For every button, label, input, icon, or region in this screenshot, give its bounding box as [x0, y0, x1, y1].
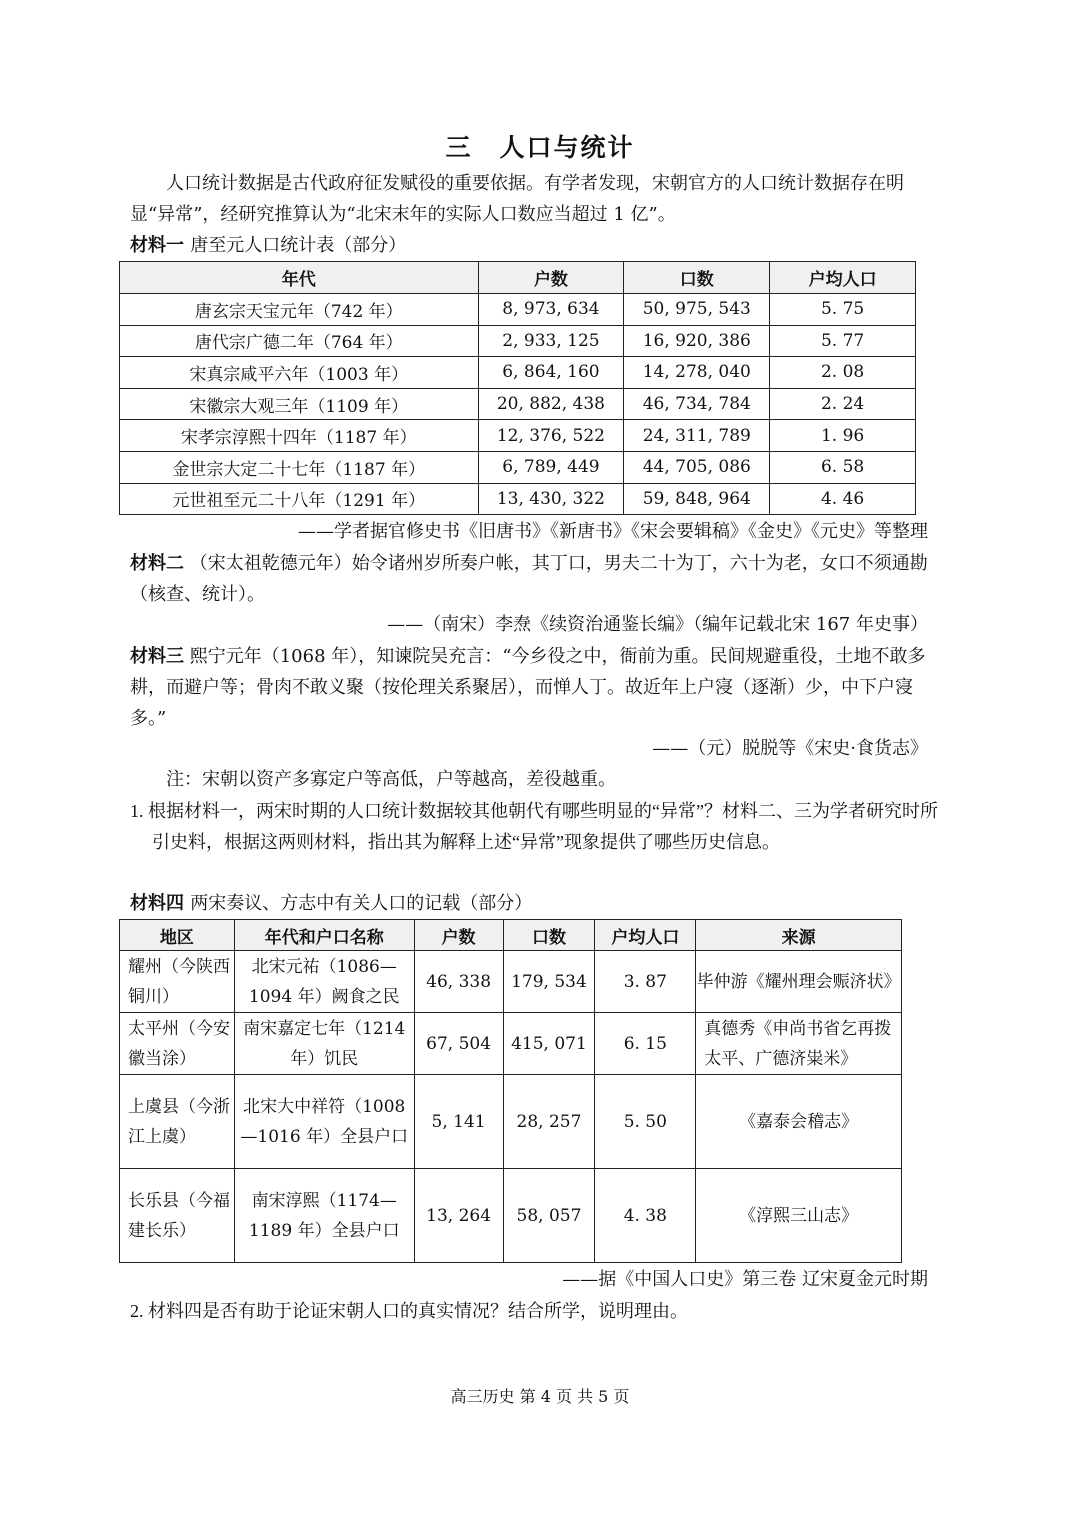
column-header: 户均人口 [595, 920, 696, 951]
material1-heading [130, 231, 406, 257]
table-row [120, 1075, 902, 1169]
table-cell: 6, 864, 160 [478, 357, 624, 389]
column-header: 年代 [120, 262, 479, 294]
table-cell: 耀州（今陕西铜川） [120, 951, 235, 1013]
table-cell: 28, 257 [503, 1075, 595, 1169]
material2-source: ——（南宋）李焘《续资治通鉴长编》（编年记载北宋 167 年史事） [387, 614, 928, 635]
table-row [120, 1169, 902, 1263]
material2-block [130, 548, 930, 610]
table-cell: 长乐县（今福建长乐） [120, 1169, 235, 1263]
material3-note: 注：宋朝以资产多寡定户等高低，户等越高，差役越重。 [166, 769, 616, 790]
table-cell: 宋徽宗大观三年（1109 年） [120, 388, 479, 420]
section-title: 三 人口与统计 [445, 133, 635, 162]
table-cell: 北宋大中祥符（1008—1016 年）全县户口 [234, 1075, 414, 1169]
table-cell: 20, 882, 438 [478, 388, 624, 420]
table-cell: 8, 973, 634 [478, 294, 624, 326]
material2-text: （宋太祖乾德元年）始令诸州岁所奏户帐，其丁口，男夫二十为丁，六十为老，女口不须通勘（核查、统计）。 [130, 553, 928, 605]
table-header-row [120, 262, 916, 294]
table-cell: 毕仲游《耀州理会赈济状》 [696, 951, 902, 1013]
table-row [120, 451, 916, 483]
material3-block [130, 641, 930, 734]
question-1: 1. 根据材料一，两宋时期的人口统计数据较其他朝代有哪些明显的“异常”？材料二、三为学者研究时所引史料，根据这两则材料，指出其为解释上述“异常”现象提供了哪些历史信息。 [130, 801, 938, 852]
table-cell: 24, 311, 789 [624, 420, 770, 452]
intro-paragraph: 人口统计数据是古代政府征发赋役的重要依据。有学者发现，宋朝官方的人口统计数据存在明显“异常”，经研究推算认为“北宋末年的实际人口数应当超过 1 亿”。 [130, 173, 904, 225]
material3-source: ——（元）脱脱等《宋史·食货志》 [652, 738, 928, 759]
table-cell: 3. 87 [595, 951, 696, 1013]
table-cell: 13, 264 [414, 1169, 503, 1263]
table-row [120, 388, 916, 420]
table-cell: 《嘉泰会稽志》 [696, 1075, 902, 1169]
column-header: 户均人口 [770, 262, 916, 294]
table-row [120, 325, 916, 357]
table-cell: 南宋嘉定七年（1214 年）饥民 [234, 1013, 414, 1075]
column-header: 口数 [503, 920, 595, 951]
population-table [119, 261, 916, 515]
table-cell: 14, 278, 040 [624, 357, 770, 389]
table-cell: 6. 15 [595, 1013, 696, 1075]
table-cell: 67, 504 [414, 1013, 503, 1075]
material4-title: 两宋奏议、方志中有关人口的记载（部分） [190, 893, 533, 914]
column-header: 户数 [478, 262, 624, 294]
table-row [120, 1013, 902, 1075]
material2-label: 材料二 [130, 553, 184, 574]
table-cell: 5. 50 [595, 1075, 696, 1169]
table-cell: 59, 848, 964 [624, 483, 770, 515]
table-row [120, 951, 902, 1013]
table-row [120, 294, 916, 326]
table-cell: 《淳熙三山志》 [696, 1169, 902, 1263]
table-cell: 16, 920, 386 [624, 325, 770, 357]
table-cell: 5. 75 [770, 294, 916, 326]
table-cell: 南宋淳熙（1174—1189 年）全县户口 [234, 1169, 414, 1263]
column-header: 口数 [624, 262, 770, 294]
column-header: 户数 [414, 920, 503, 951]
table-cell: 唐玄宗天宝元年（742 年） [120, 294, 479, 326]
table-cell: 5. 77 [770, 325, 916, 357]
table-cell: 2. 08 [770, 357, 916, 389]
table-header-row [120, 920, 902, 951]
table-cell: 2. 24 [770, 388, 916, 420]
table-cell: 12, 376, 522 [478, 420, 624, 452]
table-row [120, 483, 916, 515]
material1-source: ——学者据官修史书《旧唐书》《新唐书》《宋会要辑稿》《金史》《元史》等整理 [298, 521, 928, 542]
table-cell: 4. 38 [595, 1169, 696, 1263]
table-cell: 5, 141 [414, 1075, 503, 1169]
table-cell: 46, 338 [414, 951, 503, 1013]
table-cell: 金世宗大定二十七年（1187 年） [120, 451, 479, 483]
question-2: 2. 材料四是否有助于论证宋朝人口的真实情况？结合所学，说明理由。 [130, 1301, 688, 1321]
table-cell: 唐代宗广德二年（764 年） [120, 325, 479, 357]
table-cell: 宋孝宗淳熙十四年（1187 年） [120, 420, 479, 452]
table-cell: 44, 705, 086 [624, 451, 770, 483]
table-cell: 宋真宗咸平六年（1003 年） [120, 357, 479, 389]
table-cell: 415, 071 [503, 1013, 595, 1075]
table-cell: 上虞县（今浙江上虞） [120, 1075, 235, 1169]
column-header: 来源 [696, 920, 902, 951]
table-cell: 50, 975, 543 [624, 294, 770, 326]
table-cell: 1. 96 [770, 420, 916, 452]
table-cell: 太平州（今安徽当涂） [120, 1013, 235, 1075]
material1-label: 材料一 [130, 235, 184, 256]
table-cell: 元世祖至元二十八年（1291 年） [120, 483, 479, 515]
column-header: 年代和户口名称 [234, 920, 414, 951]
table-cell: 4. 46 [770, 483, 916, 515]
material1-title: 唐至元人口统计表（部分） [190, 235, 407, 256]
material4-source: ——据《中国人口史》第三卷 辽宋夏金元时期 [562, 1269, 928, 1290]
table-cell: 6. 58 [770, 451, 916, 483]
page-footer: 高三历史 第 4 页 共 5 页 [450, 1387, 630, 1406]
table-row [120, 420, 916, 452]
table-cell: 46, 734, 784 [624, 388, 770, 420]
table-cell: 6, 789, 449 [478, 451, 624, 483]
material4-heading [130, 889, 532, 915]
table-cell: 13, 430, 322 [478, 483, 624, 515]
column-header: 地区 [120, 920, 235, 951]
table-cell: 北宋元祐（1086—1094 年）阙食之民 [234, 951, 414, 1013]
material4-label: 材料四 [130, 893, 184, 914]
table-cell: 2, 933, 125 [478, 325, 624, 357]
table-row [120, 357, 916, 389]
material3-text: 熙宁元年（1068 年），知谏院吴充言：“今乡役之中，衙前为重。民间规避重役，土地不敢多耕，而避户等；骨肉不敢义聚（按伦理关系聚居），而惮人丁。故近年上户寖（逐渐）少，中下户寖多。” [130, 646, 926, 729]
material3-label: 材料三 [130, 646, 184, 667]
table-cell: 179, 534 [503, 951, 595, 1013]
records-table [119, 919, 902, 1263]
table-cell: 真德秀《申尚书省乞再拨太平、广德济粜米》 [696, 1013, 902, 1075]
table-cell: 58, 057 [503, 1169, 595, 1263]
